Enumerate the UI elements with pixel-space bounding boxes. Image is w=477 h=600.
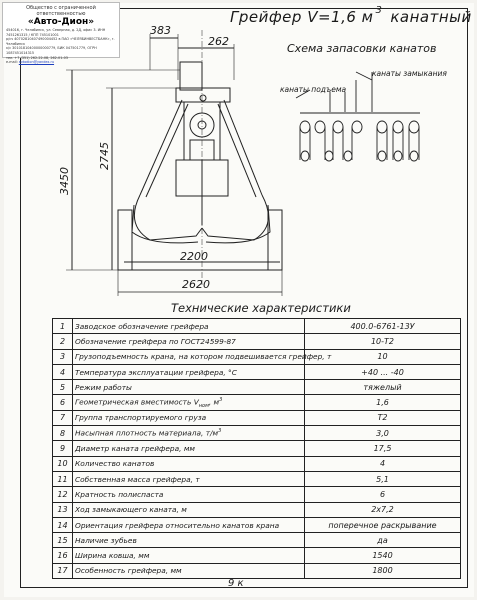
spec-row-value: 10-Т2	[305, 334, 461, 349]
spec-row-parameter	[73, 364, 305, 379]
spec-parameter-text: Ход замыкающего каната, м	[75, 505, 187, 515]
spec-row-parameter	[73, 441, 305, 456]
scheme-title: Схема запасовки канатов	[287, 42, 437, 55]
spec-row	[53, 441, 461, 456]
spec-parameter-text: Кратность полиспаста	[75, 489, 164, 499]
spec-row-parameter	[73, 548, 305, 563]
spec-row-number: 9	[53, 441, 73, 456]
spec-row-value: 1540	[305, 548, 461, 563]
spec-table	[52, 318, 461, 579]
spec-row-number: 17	[53, 563, 73, 578]
stamp-company-name: «Авто-Дион»	[27, 17, 95, 27]
spec-row	[53, 364, 461, 379]
spec-parameter-text: Режим работы	[75, 382, 132, 392]
spec-row-parameter	[73, 487, 305, 502]
spec-row	[53, 319, 461, 334]
stamp-org-type: Общество с ограниченной ответственностью	[26, 5, 96, 17]
spec-row-number: 4	[53, 364, 73, 379]
spec-row-parameter	[73, 456, 305, 471]
spec-row	[53, 517, 461, 532]
spec-row-parameter	[73, 533, 305, 548]
spec-row-value: Т2	[305, 410, 461, 425]
spec-row-number: 15	[53, 533, 73, 548]
spec-row-value: 4	[305, 456, 461, 471]
spec-parameter-unit: , м	[208, 397, 220, 407]
spec-parameter-text: Количество канатов	[75, 459, 155, 469]
spec-row	[53, 502, 461, 517]
spec-row	[53, 410, 461, 425]
page-number: 9 к	[228, 578, 244, 589]
spec-row-value: 5,1	[305, 471, 461, 486]
spec-row-value: +40 ... -40	[305, 364, 461, 379]
spec-parameter-text: Температура эксплуатации грейфера, °С	[75, 367, 237, 377]
spec-parameter-text: Грузоподъемность крана, на котором подвешивается грейфер, т	[75, 352, 332, 362]
spec-row-number: 5	[53, 380, 73, 395]
spec-row	[53, 471, 461, 486]
spec-row-value: 1,6	[305, 395, 461, 410]
spec-row	[53, 456, 461, 471]
spec-parameter-text: Наличие зубьев	[75, 535, 137, 545]
spec-parameter-text: Ширина ковша, мм	[75, 551, 150, 561]
spec-row-value: 17,5	[305, 441, 461, 456]
spec-row-value: да	[305, 533, 461, 548]
spec-parameter-subscript: ном	[198, 402, 209, 409]
spec-row-number: 10	[53, 456, 73, 471]
spec-parameter-text: Группа транспортируемого груза	[75, 413, 207, 423]
spec-row-parameter	[73, 563, 305, 578]
spec-row-value: 6	[305, 487, 461, 502]
spec-parameter-text: Насыпная плотность материала, т/м	[75, 428, 219, 438]
stamp-line: р/сч 40702810407490004452 в ПАО «ЧЕЛЯБИНВЕСТБАНК», г. Челябинск	[6, 37, 115, 46]
spec-row-value: поперечное раскрывание	[305, 517, 461, 532]
label-closing-ropes: канаты замыкания	[372, 69, 447, 78]
title-text: Грейфер V=1,6 м	[230, 8, 374, 26]
spec-row-value: 3,0	[305, 426, 461, 441]
spec-row-number: 8	[53, 426, 73, 441]
spec-row-parameter	[73, 502, 305, 517]
dim-label-2620: 2620	[182, 278, 210, 291]
spec-parameter-text: Обозначение грейфера по ГОСТ24599-87	[75, 336, 236, 346]
spec-row-number: 16	[53, 548, 73, 563]
spec-parameter-text: Ориентация грейфера относительно канатов крана	[75, 520, 280, 530]
spec-row-parameter	[73, 471, 305, 486]
spec-row-number: 2	[53, 334, 73, 349]
spec-row	[53, 533, 461, 548]
spec-row-value: 2х7,2	[305, 502, 461, 517]
title-suffix: канатный	[390, 8, 472, 26]
spec-row-value: 1800	[305, 563, 461, 578]
spec-parameter-text: Заводское обозначение грейфера	[75, 321, 209, 331]
spec-row-value: 10	[305, 349, 461, 364]
spec-parameter-exponent: 3	[219, 396, 223, 403]
spec-row-number: 13	[53, 502, 73, 517]
spec-row-value: тяжелый	[305, 380, 461, 395]
spec-row	[53, 334, 461, 349]
spec-row-parameter	[73, 319, 305, 334]
spec-row-number: 1	[53, 319, 73, 334]
pulley-row	[300, 121, 419, 133]
dim-label-2745: 2745	[98, 142, 111, 170]
spec-parameter-text: Собственная масса грейфера, т	[75, 474, 200, 484]
label-lifting-ropes: канаты подъема	[280, 85, 347, 94]
spec-row-number: 6	[53, 395, 73, 410]
spec-row	[53, 380, 461, 395]
spec-row-parameter	[73, 517, 305, 532]
spec-row	[53, 487, 461, 502]
stamp-line: к/с 30101810400000000779, БИК 047501779, ОГРН 1087451014315	[6, 46, 97, 55]
spec-parameter-exponent: 3	[218, 428, 222, 435]
spec-parameter-text: Геометрическая вместимость V	[75, 397, 199, 407]
spec-row-parameter	[73, 395, 305, 410]
spec-row-parameter	[73, 410, 305, 425]
spec-row-value: 400.0-6761-13У	[305, 319, 461, 334]
spec-row	[53, 349, 461, 364]
spec-row-number: 7	[53, 410, 73, 425]
spec-row-number: 11	[53, 471, 73, 486]
spec-row-number: 14	[53, 517, 73, 532]
spec-row	[53, 563, 461, 578]
stamp-line: тел. +7 (351) 262-22-08, 262-01-03	[6, 55, 68, 60]
dim-label-3450: 3450	[58, 167, 71, 195]
spec-row-parameter	[73, 380, 305, 395]
spec-row	[53, 426, 461, 441]
stamp-contact-prefix: e-mail:	[6, 60, 19, 65]
stamp-line: 454016, г. Челябинск, ул. Северная, д. 2Д, офис 3. ИНН 7451261315 / КПП 745101001	[6, 28, 106, 37]
title-exponent: 3	[375, 5, 383, 16]
spec-row	[53, 548, 461, 563]
spec-row	[53, 395, 461, 410]
dim-label-262: 262	[208, 35, 229, 48]
dim-label-383: 383	[150, 24, 171, 37]
spec-parameter-text: Особенность грейфера, мм	[75, 566, 182, 576]
spec-title: Технические характеристики	[171, 301, 351, 315]
spec-row-parameter	[73, 349, 332, 364]
dim-label-2200: 2200	[180, 250, 208, 263]
spec-row-parameter	[73, 334, 305, 349]
spec-row-number: 12	[53, 487, 73, 502]
stamp-email-link[interactable]: avtodion@yandex.ru	[18, 60, 55, 65]
spec-row-number: 3	[53, 349, 73, 364]
spec-row-parameter	[73, 426, 305, 441]
spec-parameter-text: Диаметр каната грейфера, мм	[75, 444, 195, 454]
